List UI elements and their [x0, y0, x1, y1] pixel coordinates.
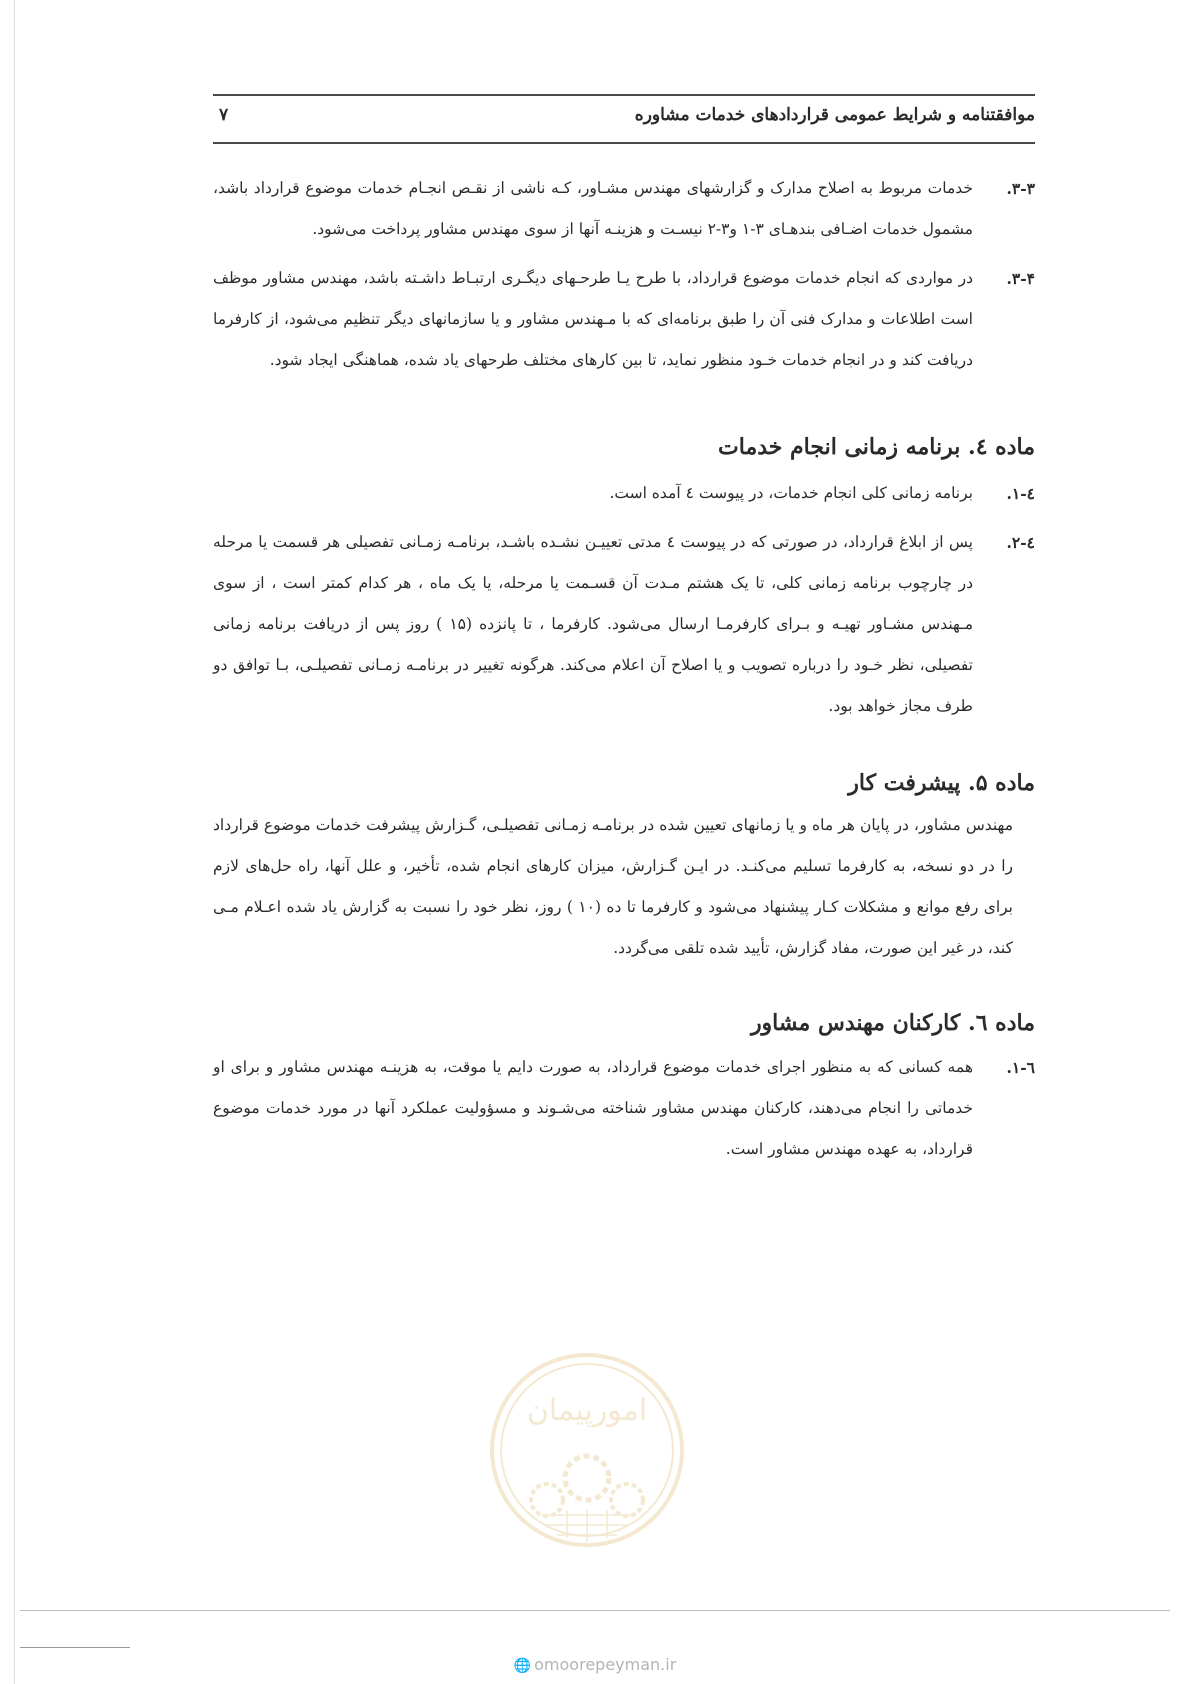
clause-3-4: [213, 258, 1035, 381]
running-header: [213, 94, 1035, 144]
page-edge-line: [14, 0, 15, 1684]
article-5-heading: ماده ۵. پیشرفت کار: [848, 770, 1035, 796]
clause-6-1: [213, 1047, 1035, 1170]
seal-lettering: امورپیمان: [526, 1393, 648, 1428]
clause-text: خدمات مربوط به اصلاح مدارک و گزارشهای مهندس مشـاور، کـه ناشی از نقـص انجـام خدمات موضوع قرارداد باشد، مشمول خدمات اضـافی بندهـای ۳-۱ و۳-۲ نیسـت و هزینـه آنها از سوی مهندس مشاور پرداخت می‌شود.: [213, 179, 973, 238]
clause-text: در مواردی که انجام خدمات موضوع قرارداد، با طرح یـا طرحـهای دیگـری ارتبـاط داشـته باشد، مهندس مشاور موظف است اطلاعات و مدارک فنی آن را طبق برنامه‌ای که با مـهندس مشاور و یا سازمانهای دیگر تنظیم می‌شود، از کارفرما دریافت کند و در انجام خدمات خـود منظور نماید، تا بین کارهای مختلف طرحهای یاد شده، هماهنگی ایجاد شود.: [213, 269, 973, 369]
clause-4-1: [213, 473, 1035, 514]
watermark: [0, 1655, 1190, 1674]
globe-icon: 🌐: [513, 1658, 532, 1674]
page-number: ۷: [219, 105, 229, 125]
article-5-text: مهندس مشاور، در پایان هر ماه و یا زمانهای تعیین شده در برنامـه زمـانی تفصیلـی، گـزارش پیشرفت خدمات موضوع قرارداد را در دو نسخه، به کارفرما تسلیم می‌کنـد. در ایـن گـزارش، میزان کارهای انجام شده، تأخیر، و علل آنها، راه حل‌های لازم برای رفع موانع و مشکلات کـار پیشنهاد می‌شود و کارفرما تا ده (١٠ ) روز، نظر خود را نسبت به گزارش یاد شده اعـلام مـی کند، در غیر این صورت، مفاد گزارش، تأیید شده تلقی می‌گردد.: [213, 816, 1013, 957]
seal-stamp: [487, 1350, 687, 1550]
article-4-heading: ماده ٤. برنامه زمانی انجام خدمات: [718, 434, 1035, 460]
header-title: موافقتنامه و شرایط عمومی قراردادهای خدمات مشاوره: [634, 105, 1035, 125]
bottom-mark: [20, 1647, 130, 1648]
clause-number: ٦-١.: [1006, 1058, 1035, 1077]
clause-3-3: [213, 168, 1035, 250]
watermark-text: omoorepeyman.ir: [534, 1655, 677, 1674]
article-6-heading: ماده ٦. کارکنان مهندس مشاور: [750, 1010, 1035, 1036]
clause-number: ۳-۴.: [1006, 269, 1035, 288]
page-body: [213, 168, 1035, 1170]
clause-number: ٤-٢.: [1006, 533, 1035, 552]
clause-number: ٤-١.: [1006, 484, 1035, 503]
clause-text: پس از ابلاغ قرارداد، در صورتی که در پیوست ٤ مدتی تعییـن نشـده باشـد، برنامـه زمـانی تفصیلی هر قسمت یا مرحله در چارچوب برنامه زمانی کلی، تا یک هشتم مـدت آن قسـمت یا مرحله، یا یک ماه ، هر کدام کمتر است ، از سوی مـهندس مشـاور تهیـه و بـرای کارفرمـا ارسال می‌شود. کارفرما ، تا پانزده (١۵ ) روز پس از دریافت برنامه زمانی تفصیلی، نظر خـود را درباره تصویب و یا اصلاح آن اعلام می‌کند. هرگونه تغییر در برنامـه زمـانی تفصیلـی، بـا توافق دو طرف مجاز خواهد بود.: [213, 533, 973, 715]
clause-4-2: [213, 522, 1035, 727]
clause-number: ۳-۳.: [1006, 179, 1035, 198]
clause-text: همه کسانی که به منظور اجرای خدمات موضوع قرارداد، به صورت دایم یا موقت، به هزینـه مهندس مشاور و برای او خدماتی را انجام می‌دهند، کارکنان مهندس مشاور شناخته می‌شـوند و مسؤولیت عملکرد آنها در مورد خدمات موضوع قرارداد، به عهده مهندس مشاور است.: [213, 1058, 973, 1158]
bottom-rule: [20, 1610, 1170, 1611]
clause-text: برنامه زمانی کلی انجام خدمات، در پیوست ٤ آمده است.: [609, 484, 973, 502]
